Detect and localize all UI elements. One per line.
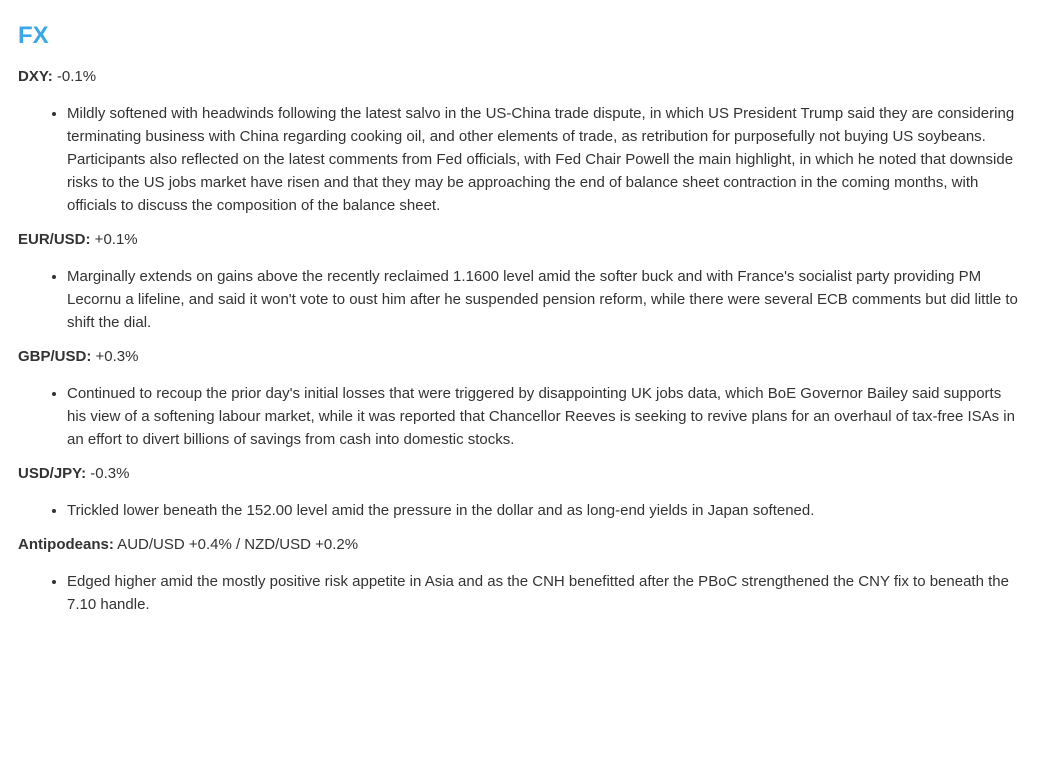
entry-bullets	[18, 382, 1021, 451]
entry-name: EUR/USD:	[18, 231, 91, 248]
list-item: • Trickled lower beneath the 152.00 level amid the pressure in the dollar and as long-end yields in Japan softened.	[67, 499, 1021, 522]
entry-heading	[18, 346, 1021, 368]
entry-name: DXY:	[18, 68, 53, 85]
entry-heading	[18, 463, 1021, 485]
entry-name: Antipodeans:	[18, 536, 114, 553]
entry-change: -0.1%	[52, 68, 97, 85]
entry-change: +0.3%	[91, 348, 139, 365]
list-item: • Marginally extends on gains above the recently reclaimed 1.1600 level amid the softer buck and with France's socialist party providing PM Lecornu a lifeline, and said it won't vote to oust him after he suspended pension reform, while there were several ECB comments but did little to shift the dial.	[67, 265, 1021, 334]
entry-bullets	[18, 570, 1021, 616]
entry-heading	[18, 229, 1021, 251]
entry-usdjpy	[18, 463, 1021, 522]
list-item: • Edged higher amid the mostly positive risk appetite in Asia and as the CNH benefitted after the PBoC strengthened the CNY fix to beneath the 7.10 handle.	[67, 570, 1021, 616]
entry-change: AUD/USD +0.4% / NZD/USD +0.2%	[113, 536, 359, 553]
section-title: FX	[18, 22, 49, 49]
entry-name: USD/JPY:	[18, 465, 87, 482]
list-item: • Continued to recoup the prior day's initial losses that were triggered by disappointing UK jobs data, which BoE Governor Bailey said supports his view of a softening labour market, while it was reported that Chancellor Reeves is seeking to revive plans for an overhaul of tax-free ISAs in an effort to divert billions of savings from cash into domestic stocks.	[67, 382, 1021, 451]
entry-dxy	[18, 66, 1021, 217]
entry-bullets	[18, 499, 1021, 522]
entry-antipodeans	[18, 534, 1021, 616]
entry-gbpusd	[18, 346, 1021, 451]
entry-name: GBP/USD:	[18, 348, 92, 365]
list-item: • Mildly softened with headwinds following the latest salvo in the US-China trade dispute, in which US President Trump said they are considering terminating business with China regarding cooking oil, and other elements of trade, as retribution for purposefully not buying US soybeans. Participants also reflected on the latest comments from Fed officials, with Fed Chair Powell the main highlight, in which he noted that downside risks to the US jobs market have risen and that they may be approaching the end of balance sheet contraction in the coming months, with officials to discuss the composition of the balance sheet.	[67, 102, 1021, 217]
entry-change: +0.1%	[90, 231, 138, 248]
entry-heading	[18, 534, 1021, 556]
entry-heading	[18, 66, 1021, 88]
entry-change: -0.3%	[86, 465, 130, 482]
entry-eurusd	[18, 229, 1021, 334]
entry-bullets	[18, 265, 1021, 334]
entry-bullets	[18, 102, 1021, 217]
